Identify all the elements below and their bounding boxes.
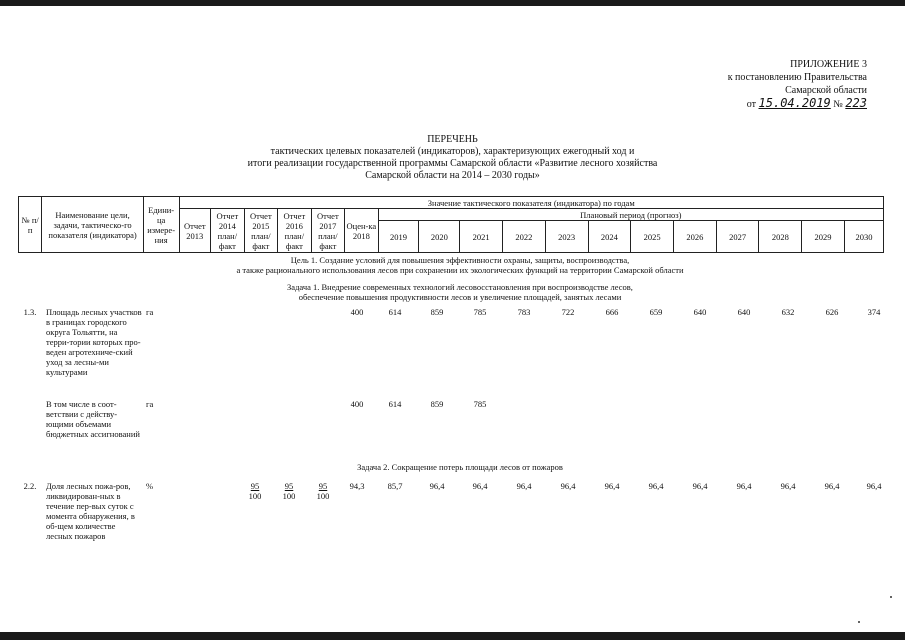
plan-value: 95 bbox=[250, 481, 260, 491]
header-year: 2021 bbox=[460, 221, 503, 253]
row-report-2017 bbox=[306, 481, 340, 501]
row-value: 96,4 bbox=[866, 481, 882, 491]
row-value: 659 bbox=[649, 307, 663, 317]
title-line-3: Самарской области на 2014 – 2030 годы» bbox=[365, 170, 540, 181]
indicators-table-header bbox=[18, 196, 884, 253]
header-report-2016: Отчет 2016 план/ факт bbox=[278, 209, 312, 253]
goal-1-line-1: Цель 1. Создание условий для повышения эффективности охраны, защиты, воспроизводства, bbox=[290, 255, 630, 265]
header-num: № п/п bbox=[19, 197, 42, 253]
row-value: 96,4 bbox=[780, 481, 796, 491]
document-title bbox=[180, 134, 725, 182]
appendix-block bbox=[728, 58, 867, 111]
title-line-2: итоги реализации государственной программы Самарской области «Развитие лесного хозяйства bbox=[247, 158, 658, 169]
row-report-2016 bbox=[272, 481, 306, 501]
task-2-line-1: Задача 2. Сокращение потерь площади лесов от пожаров bbox=[357, 462, 563, 472]
row-value: 626 bbox=[825, 307, 839, 317]
task-1-line-1: Задача 1. Внедрение современных технологий лесовосстановления при воспроизводстве лесов, bbox=[287, 282, 633, 292]
header-year: 2019 bbox=[378, 221, 419, 253]
row-value: 859 bbox=[430, 307, 444, 317]
goal-1-line-2: а также рационального использования лесов при сохранении их экологических функций на территории Самарской области bbox=[236, 265, 684, 275]
row-value: 785 bbox=[473, 399, 487, 409]
row-number: 1.3. bbox=[23, 307, 37, 317]
row-value: 783 bbox=[517, 307, 531, 317]
number-prefix: № bbox=[833, 99, 843, 110]
row-value: 374 bbox=[867, 307, 881, 317]
row-unit: % bbox=[146, 481, 154, 491]
handwritten-date: 15.04.2019 bbox=[758, 96, 831, 110]
fact-value: 100 bbox=[316, 491, 330, 501]
scan-border-bottom bbox=[0, 632, 905, 640]
row-value: 96,4 bbox=[604, 481, 620, 491]
header-name: Наименование цели, задачи, тактическо-го показателя (индикатора) bbox=[42, 197, 143, 253]
row-value: 96,4 bbox=[429, 481, 445, 491]
row-value: 96,4 bbox=[736, 481, 752, 491]
row-estimate-2018: 400 bbox=[350, 307, 364, 317]
plan-value: 95 bbox=[318, 481, 328, 491]
row-report-2015 bbox=[238, 481, 272, 501]
row-value: 96,4 bbox=[692, 481, 708, 491]
plan-value: 95 bbox=[284, 481, 294, 491]
goal-1 bbox=[170, 255, 750, 275]
task-1-line-2: обеспечение повышения продуктивности лесов и увеличение площадей, занятых лесами bbox=[298, 292, 622, 302]
task-1 bbox=[170, 282, 750, 302]
row-estimate-2018: 400 bbox=[350, 399, 364, 409]
row-value: 96,4 bbox=[516, 481, 532, 491]
row-value: 632 bbox=[781, 307, 795, 317]
row-indicator-name: Доля лесных пожа-ров, ликвидирован-ных в течение пер-вых суток с момента обнаружения, в об-щем количестве лесных пожаров bbox=[46, 481, 135, 541]
fact-value: 100 bbox=[282, 491, 296, 501]
row-indicator-name: Площадь лесных участков в границах городского округа Тольятти, на терри-тории которых про-веден агротехниче-ский уход за лесны-ми культурами bbox=[46, 307, 142, 377]
header-report-2014: Отчет 2014 план/ факт bbox=[211, 209, 245, 253]
row-value: 614 bbox=[388, 307, 402, 317]
row-value: 96,4 bbox=[824, 481, 840, 491]
scan-speck bbox=[890, 596, 892, 598]
fact-value: 100 bbox=[248, 491, 262, 501]
header-year: 2029 bbox=[802, 221, 845, 253]
row-value: 666 bbox=[605, 307, 619, 317]
plan-fact-fraction bbox=[283, 481, 296, 501]
header-year: 2028 bbox=[759, 221, 802, 253]
header-values-title: Значение тактического показателя (индикатора) по годам bbox=[179, 197, 884, 209]
appendix-title: ПРИЛОЖЕНИЕ 3 bbox=[790, 59, 867, 70]
handwritten-number: 223 bbox=[845, 96, 867, 110]
plan-fact-fraction bbox=[249, 481, 262, 501]
row-value: 85,7 bbox=[387, 481, 403, 491]
row-number: 2.2. bbox=[23, 481, 37, 491]
row-value: 640 bbox=[693, 307, 707, 317]
header-year: 2024 bbox=[588, 221, 631, 253]
title-line-1: тактических целевых показателей (индикаторов), характеризующих ежегодный ход и bbox=[270, 146, 635, 157]
date-prefix: от bbox=[746, 99, 757, 110]
row-value: 614 bbox=[388, 399, 402, 409]
row-value: 96,4 bbox=[472, 481, 488, 491]
scan-speck bbox=[858, 621, 860, 623]
header-year: 2020 bbox=[419, 221, 460, 253]
header-report-2017: Отчет 2017 план/ факт bbox=[311, 209, 345, 253]
header-estimate-2018: Оцен-ка 2018 bbox=[345, 209, 379, 253]
header-report-2015: Отчет 2015 план/ факт bbox=[244, 209, 278, 253]
row-value: 96,4 bbox=[648, 481, 664, 491]
row-value: 722 bbox=[561, 307, 575, 317]
row-value: 96,4 bbox=[560, 481, 576, 491]
row-value: 859 bbox=[430, 399, 444, 409]
appendix-line-1: к постановлению Правительства bbox=[727, 72, 867, 83]
row-value: 640 bbox=[737, 307, 751, 317]
header-year: 2027 bbox=[716, 221, 759, 253]
scan-border-top bbox=[0, 0, 905, 6]
appendix-line-2: Самарской области bbox=[785, 85, 867, 96]
header-year: 2023 bbox=[545, 221, 588, 253]
row-estimate-2018: 94,3 bbox=[349, 481, 365, 491]
plan-fact-fraction bbox=[317, 481, 330, 501]
header-year: 2026 bbox=[673, 221, 716, 253]
header-year: 2022 bbox=[503, 221, 546, 253]
row-unit: га bbox=[146, 399, 154, 409]
header-report-2013: Отчет 2013 bbox=[179, 209, 211, 253]
task-2 bbox=[170, 462, 750, 472]
header-year: 2030 bbox=[844, 221, 883, 253]
header-year: 2025 bbox=[631, 221, 674, 253]
header-planned-period: Плановый период (прогноз) bbox=[378, 209, 883, 221]
row-value: 785 bbox=[473, 307, 487, 317]
title-heading: ПЕРЕЧЕНЬ bbox=[427, 134, 478, 145]
row-indicator-name: В том числе в соот-ветствии с действу-ющими объемами бюджетных ассигнований bbox=[46, 399, 140, 439]
row-unit: га bbox=[146, 307, 154, 317]
header-unit: Едини-ца измере-ния bbox=[143, 197, 179, 253]
appendix-date-line bbox=[728, 97, 867, 111]
